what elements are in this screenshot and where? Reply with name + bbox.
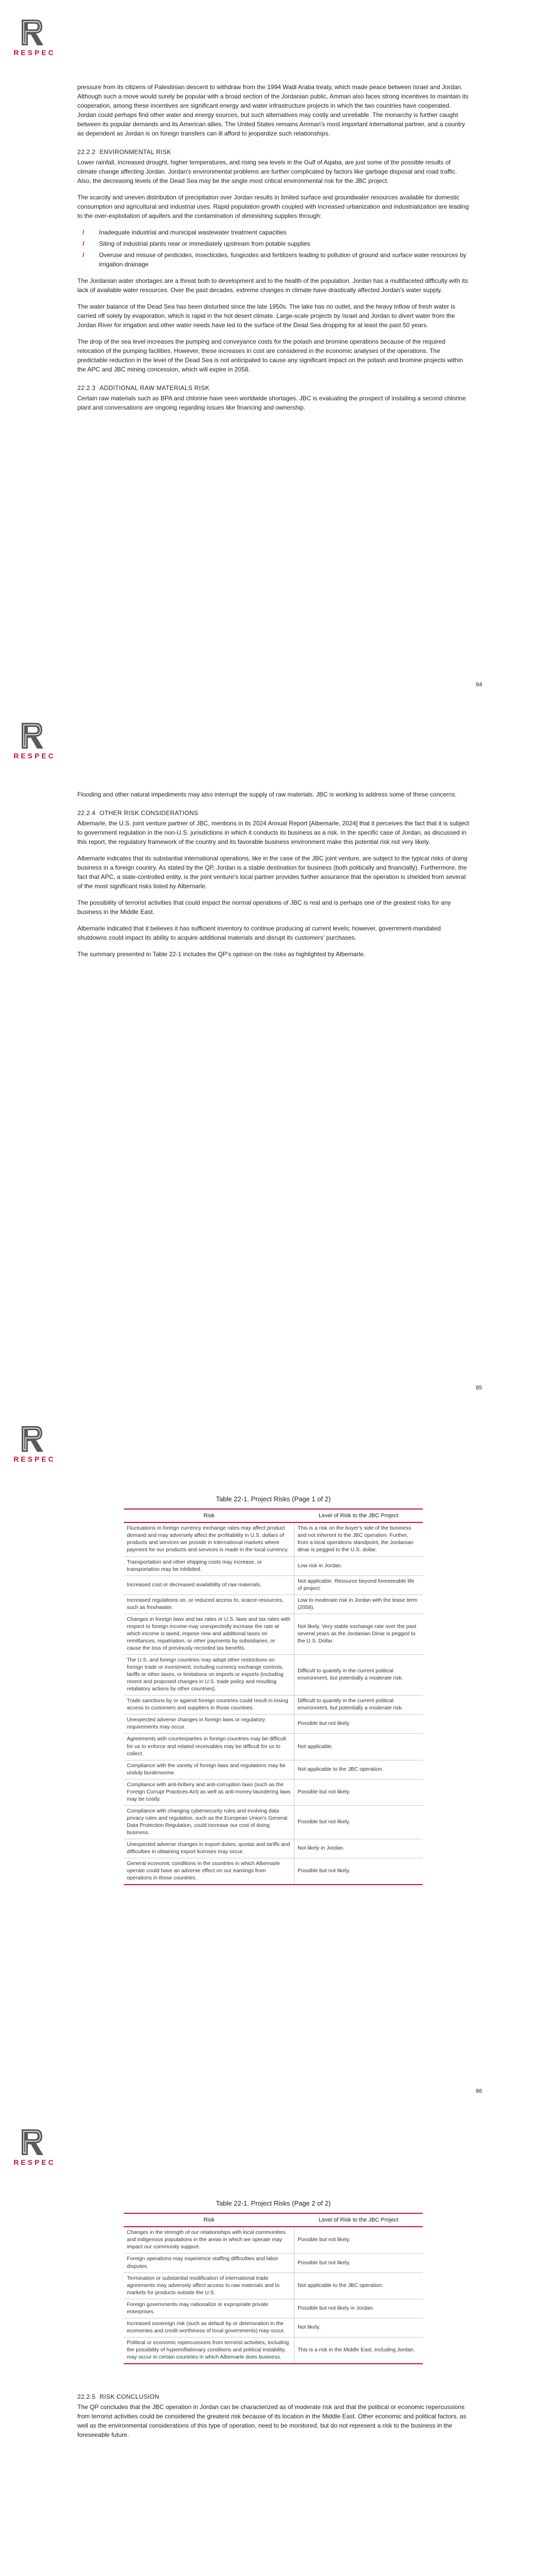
risk-level-cell: Not applicable. (294, 1734, 423, 1760)
risk-cell: Compliance with changing cybersecurity rules and evolving data privacy rules and regulation, such as the European Union's General Data Protection Regulation, could increase our cost of doing business. (124, 1805, 294, 1839)
respec-r-logo-icon (19, 18, 47, 47)
respec-wordmark: RESPEC (13, 48, 56, 57)
risk-level-cell: Not applicable. Resource beyond foreseeable life of project. (294, 1575, 423, 1595)
bullet-slash-icon: / (83, 251, 85, 259)
risk-cell: Compliance with anti-bribery and anti-corruption laws (such as the Foreign Corrupt Practices Act) as well as anti-money-laundering laws may be costly. (124, 1779, 294, 1805)
page-body (77, 790, 471, 966)
table-row (124, 1655, 423, 1696)
table-row (124, 2253, 423, 2273)
paragraph: pressure from its citizens of Palestinian descent to withdraw from the 1994 Wadi Araba treaty, which made peace between Israel and Jordan. Although such a move would surely be popular with a broad section of the Jordanian public, Amman also faces strong incentives to maintain its cooperation, among these incentives are significant energy and water infrastructure projects in which the two countries have cooperated. Jordan could perhaps find other water and energy sources, but such alternatives may costly and unreliable. The monarchy is further caught between its popular demands and its American allies. The United States remains Amman's most important international partner, and a country as dependent as Jordan is on foreign transfers can ill afford to jeopardize such relationships. (77, 83, 469, 137)
column-header-risk: Risk (124, 2213, 294, 2227)
section-heading-risk-conclusion (77, 2392, 471, 2401)
risk-level-cell: Possible but not likely in Jordan. (294, 2299, 423, 2318)
table-row (124, 1715, 423, 1734)
paragraph: Albemarle indicates that its substantial international operations, like in the case of the JBC joint venture, are subject to the typical risks of doing business in a foreign country. As stated by the QP, Jordan is a stable destination for business (both politically and financially). Furthermore, the fact that APC, a state-controlled entity, is the joint venture's local partner provides further assurance that the operation is shielded from several of the most significant risks listed by Albemarle. (77, 855, 468, 890)
table-caption (124, 2198, 423, 2209)
list-item-text: Overuse and misuse of pesticides, insecticides, fungicides and fertilizers leading to pollution of ground and surface water resources by irrigation drainage (99, 251, 467, 268)
risk-level-cell: This is a risk in the Middle East, including Jordan. (294, 2337, 423, 2364)
risk-cell: Fluctuations in foreign currency exchange rates may affect product demand and may adversely affect the profitability in U.S. dollars of products and services we provide in international markets where payment for our products and services is made in the local currency. (124, 1522, 294, 1556)
table-number: Table 22-1. (216, 1495, 250, 1503)
page-body (77, 2383, 471, 2447)
risk-level-cell: Not likely. Very stable exchange rate over the past several years as the Jordanian Dinar is pegged to the U.S. Dollar. (294, 1614, 423, 1654)
section-title: OTHER RISK CONSIDERATIONS (100, 809, 199, 817)
paragraph: The Jordanian water shortages are a threat both to development and to the health of the population. Jordan has a multifaceted difficulty with its lack of available water resources. Over the past decades, extreme changes in climate have drastically affected Jordan's water supply. (77, 277, 468, 294)
respec-logo (11, 721, 58, 770)
risk-cell: Termination or substantial modification of international trade agreements may adversely affect access to raw materials and to markets for products outside the U.S. (124, 2273, 294, 2299)
bullet-list (77, 228, 471, 269)
section-number: 22.2.4 (77, 809, 96, 817)
table-row (124, 2299, 423, 2318)
page-number: 85 (475, 1385, 482, 1391)
risk-cell: The U.S. and foreign countries may adopt other restrictions on foreign trade or investment, including currency exchange controls, tariffs or other taxes, or limitations on imports or exports (including recent and proposed changes in U.S. trade policy and resulting retaliatory actions by other countries). (124, 1655, 294, 1696)
table-number: Table 22-1. (216, 2199, 250, 2207)
table-row (124, 1556, 423, 1575)
risk-level-cell: Not likely in Jordan. (294, 1839, 423, 1858)
table-row (124, 1858, 423, 1885)
risk-level-cell: Not applicable to the JBC operation. (294, 2273, 423, 2299)
respec-wordmark: RESPEC (13, 2158, 56, 2166)
risk-cell: Political or economic repercussions from terrorist activities, including the possibility of hyperinflationary conditions and political instability, may occur in certain countries in which Albemarle does business. (124, 2337, 294, 2364)
list-item-text: Siting of industrial plants near or immediately upstream from potable supplies (99, 240, 310, 247)
respec-r-logo-icon (19, 721, 47, 751)
table-row (124, 1760, 423, 1779)
table-row (124, 2227, 423, 2253)
section-title: ENVIRONMENTAL RISK (100, 148, 171, 156)
page-number: 86 (475, 2088, 482, 2094)
page-84 (0, 0, 544, 703)
table-title: Project Risks (Page 1 of 2) (251, 1495, 331, 1503)
risk-level-cell: Possible but not likely. (294, 1715, 423, 1734)
table-row (124, 1779, 423, 1805)
risk-level-cell: Not applicable to the JBC operation. (294, 1760, 423, 1779)
section-title: RISK CONCLUSION (100, 2393, 160, 2400)
table-row (124, 1522, 423, 1556)
table-container (124, 2198, 423, 2364)
page-body (124, 1494, 423, 1885)
bullet-slash-icon: / (83, 229, 85, 236)
column-header-level: Level of Risk to the JBC Project (294, 1509, 423, 1523)
section-number: 22.2.3 (77, 384, 96, 392)
risk-cell: Compliance with the variety of foreign laws and regulations may be unduly burdensome. (124, 1760, 294, 1779)
paragraph: The possibility of terrorist activities that could impact the normal operations of JBC is real and is perhaps one of the greatest risks for any business in the Middle East. (77, 899, 451, 916)
paragraph: The QP concludes that the JBC operation in Jordan can be characterized as of moderate risk and that the political or economic repercussions from terrorist activities could be considered the greatest risk because of its location in the Middle East. Other economic and political factors, as well as the environmental considerations of this type of operation, need to be monitored, but do not represent a risk to the business in the foreseeable future. (77, 2403, 467, 2438)
list-item (77, 228, 471, 237)
risk-level-cell: Possible but not likely. (294, 2253, 423, 2273)
risk-cell: Agreements with counterparties in foreign countries may be difficult for us to enforce and related receivables may be difficult for us to collect. (124, 1734, 294, 1760)
table-row (124, 1839, 423, 1858)
respec-r-logo-icon (19, 2127, 47, 2157)
risk-level-cell: Possible but not likely. (294, 2227, 423, 2253)
paragraph: The water balance of the Dead Sea has been disturbed since the late 1950s. The lake has no outlet, and the heavy inflow of fresh water is carried off solely by evaporation, which is rapid in the hot desert climate. Large-scale projects by Israel and Jordan to divert water from the Jordan River for irrigation and other water needs have led to the surface of the Dead Sea dropping for at least the past 50 years. (77, 303, 455, 329)
risk-level-cell: Difficult to quantify in the current political environment, but potentially a moderate risk. (294, 1655, 423, 1696)
risk-cell: Transportation and other shipping costs may increase, or transportation may be inhibited. (124, 1556, 294, 1575)
paragraph: The scarcity and uneven distribution of precipitation over Jordan results in limited surface and groundwater resources available for domestic consumption and agricultural and industrial uses. Rapid population growth coupled with increased urbanization and industrialization are leading to the over-exploitation of aquifers and the contamination of diminishing supplies through: (77, 194, 469, 219)
risk-cell: Increased cost or decreased availability of raw materials. (124, 1575, 294, 1595)
bullet-slash-icon: / (83, 240, 85, 247)
table-row (124, 2337, 423, 2364)
respec-wordmark: RESPEC (13, 752, 56, 760)
risk-cell: Foreign governments may nationalize or expropriate private enterprises. (124, 2299, 294, 2318)
risk-level-cell: Low risk in Jordan. (294, 1556, 423, 1575)
risk-cell: Changes in foreign laws and tax rates or U.S. laws and tax rates with respect to foreign income may unexpectedly increase the rate at which income is taxed, impose new and additional taxes on remittances, repatriation, or other payments by subsidiaries, or cause the loss of previously recorded tax benefits. (124, 1614, 294, 1654)
respec-r-logo-icon (19, 1424, 47, 1454)
table-row (124, 1734, 423, 1760)
risk-cell: Increased sovereign risk (such as default by or deterioration in the economies and credit worthiness of local governments) may occur. (124, 2318, 294, 2337)
table-title: Project Risks (Page 2 of 2) (251, 2199, 331, 2207)
risk-level-cell: This is a risk on the buyer's side of the business and not inherent to the JBC operation. Further, from a local operations standpoint, the Jordanian dinar is pegged to the U.S. dollar. (294, 1522, 423, 1556)
table-row (124, 1614, 423, 1654)
risk-level-cell: Possible but not likely. (294, 1805, 423, 1839)
column-header-level: Level of Risk to the JBC Project (294, 2213, 423, 2227)
paragraph: Flooding and other natural impediments may also interrupt the supply of raw materials. JBC is working to address some of these concerns. (77, 791, 457, 798)
paragraph: Certain raw materials such as BPA and chlorine have seen worldwide shortages. JBC is evaluating the prospect of installing a second chlorine plant and conversations are ongoing regarding issues like financing and ownership. (77, 395, 466, 411)
section-number: 22.2.5 (77, 2393, 96, 2400)
risk-cell: Trade sanctions by or against foreign countries could result in losing access to customers and suppliers in those countries. (124, 1696, 294, 1715)
paragraph: Lower rainfall, increased drought, higher temperatures, and rising sea levels in the Gulf of Aqaba, are just some of the possible results of climate change affecting Jordan. Jordan's environmental problems are further complicated by factors like garbage disposal and road traffic. Also, the decreasing levels of the Dead Sea may be the single most critical environmental risk for the JBC project. (77, 159, 457, 184)
respec-wordmark: RESPEC (13, 1455, 56, 1463)
section-heading-environmental-risk (77, 147, 471, 157)
risk-level-cell: Possible but not likely. (294, 1858, 423, 1885)
respec-logo (11, 18, 58, 66)
page-87 (0, 2110, 544, 2576)
section-title: ADDITIONAL RAW MATERIALS RISK (100, 384, 210, 392)
risk-level-cell: Possible but not likely. (294, 1779, 423, 1805)
table-caption (124, 1494, 423, 1504)
paragraph: The drop of the sea level increases the pumping and conveyance costs for the potash and bromine operations because of the required relocation of the pumping facilities. However, these increases in cost are considered in the economic analyses of the operations. The predictable reduction in the level of the Dead Sea is not anticipated to cause any significant impact on the potash and bromine projects within the APC and JBC mining concession, which will expire in 2058. (77, 338, 463, 373)
page-number: 84 (475, 682, 482, 688)
risk-cell: Unexpected adverse changes in foreign laws or regulatory requirements may occur. (124, 1715, 294, 1734)
table-row (124, 1696, 423, 1715)
risk-cell: Foreign operations may experience staffing difficulties and labor disputes. (124, 2253, 294, 2273)
section-number: 22.2.2 (77, 148, 96, 156)
table-row (124, 1805, 423, 1839)
table-row (124, 2318, 423, 2337)
risk-table (124, 2213, 423, 2365)
risk-cell: General economic conditions in the countries in which Albemarle operate could have an adverse effect on our earnings from operations in those countries. (124, 1858, 294, 1885)
paragraph: The summary presented in Table 22-1 includes the QP's opinion on the risks as highlighted by Albemarle. (77, 951, 366, 958)
risk-level-cell: Not likely. (294, 2318, 423, 2337)
list-item (77, 250, 471, 269)
page-85 (0, 703, 544, 1406)
paragraph: Albemarle indicated that it believes it has sufficient inventory to continue producing at current levels; however, government-mandated shutdowns could impact its ability to acquire additional materials and disrupt its customers' purchases. (77, 925, 441, 941)
list-item-text: Inadequate industrial and municipal wastewater treatment capacities (99, 229, 287, 236)
risk-level-cell: Difficult to quantify in the current political environment, but potentially a moderate risk. (294, 1696, 423, 1715)
risk-cell: Changes in the strength of our relationships with local communities and indigenous populations in the areas in which we operate may impact our community support. (124, 2227, 294, 2253)
risk-cell: Unexpected adverse changes in export duties, quotas and tariffs and difficulties in obtaining export licenses may occur. (124, 1839, 294, 1858)
risk-cell: Increased regulations on, or reduced access to, scarce resources, such as freshwater. (124, 1595, 294, 1614)
page-86 (0, 1406, 544, 2110)
table-row (124, 2273, 423, 2299)
column-header-risk: Risk (124, 1509, 294, 1523)
respec-logo (11, 1424, 58, 1473)
section-heading-raw-materials-risk (77, 383, 471, 393)
risk-table (124, 1509, 423, 1886)
table-row (124, 1575, 423, 1595)
list-item (77, 239, 471, 248)
paragraph: Albemarle, the U.S. joint venture partner of JBC, mentions in its 2024 Annual Report [Albemarle, 2024] that it perceives the fact that it is subject to government regulation in the non-U.S. jurisdictions in which it conducts its business as a risk. In the specific case of Jordan, as discussed in this report, the regulatory framework of the country and its favorable business environment make this potential risk not very likely. (77, 820, 469, 845)
respec-logo (11, 2127, 58, 2176)
risk-level-cell: Low to moderate risk in Jordan with the lease term (2058). (294, 1595, 423, 1614)
table-row (124, 1595, 423, 1614)
page-body (77, 82, 471, 419)
section-heading-other-risk (77, 808, 471, 818)
